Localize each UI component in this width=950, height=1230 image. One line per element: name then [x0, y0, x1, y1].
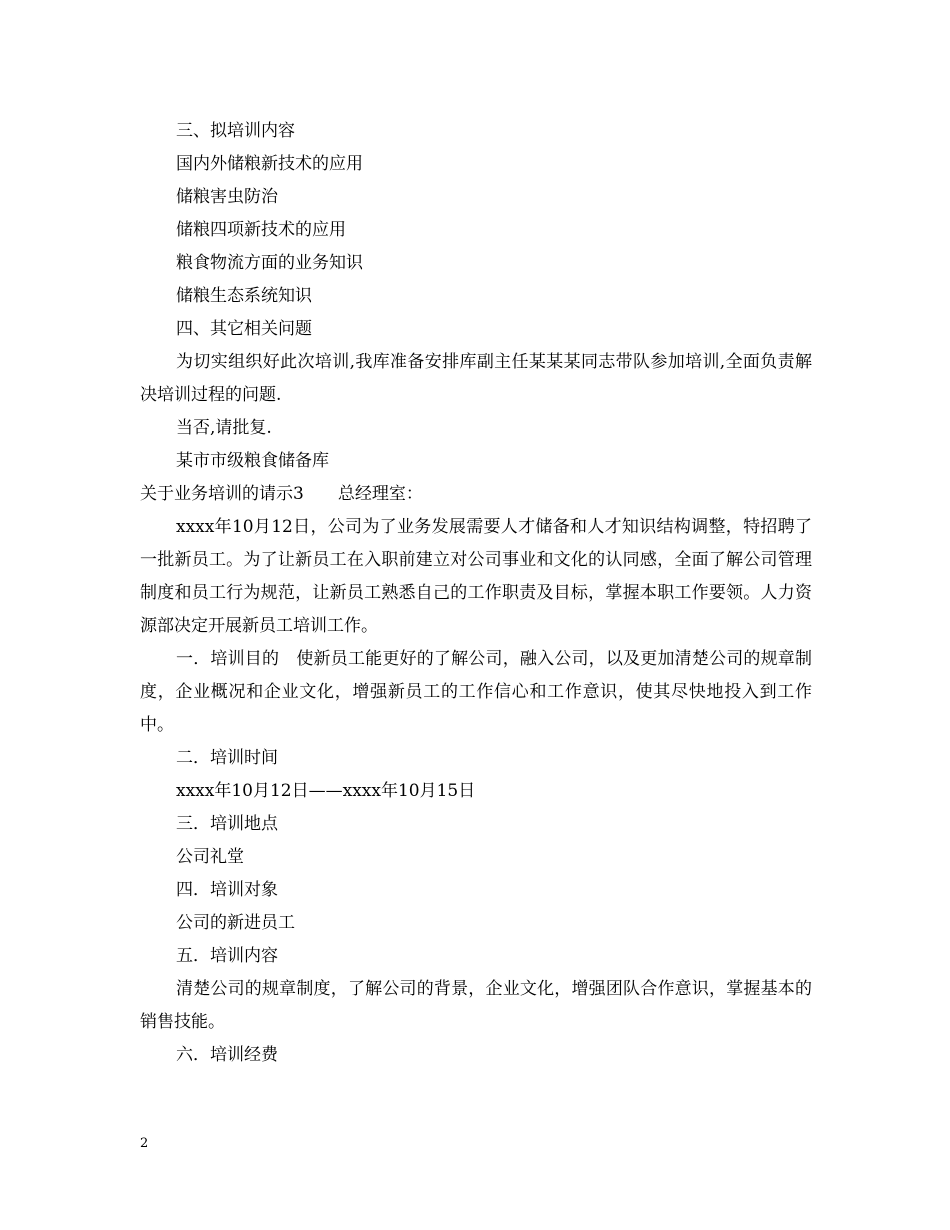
paragraph-item: 公司礼堂: [176, 847, 244, 867]
paragraph-heading: 六．培训经费: [176, 1045, 278, 1065]
paragraph-item: 粮食物流方面的业务知识: [176, 253, 363, 273]
paragraph-body: xxxx年10月12日，公司为了业务发展需要人才储备和人才知识结构调整，特招聘了一批新员工。为了让新员工在入职前建立对公司事业和文化的认同感，全面了解公司管理制度和员工行为规范，让新员工熟悉自己的工作职责及目标，掌握本职工作要领。人力资源部决定开展新员工培训工作。: [140, 517, 812, 636]
paragraph-heading: 二．培训时间: [176, 748, 278, 768]
paragraph-heading: 三．培训地点: [176, 814, 278, 834]
paragraph-item: xxxx年10月12日——xxxx年10月15日: [176, 781, 476, 801]
paragraph-signature: 某市市级粮食储备库: [176, 451, 329, 471]
paragraph-document-title: 关于业务培训的请示3 总经理室：: [140, 484, 423, 504]
paragraph-body: 一．培训目的 使新员工能更好的了解公司，融入公司，以及更加清楚公司的规章制度，企业概况和企业文化，增强新员工的工作信心和工作意识，使其尽快地投入到工作中。: [140, 649, 812, 735]
paragraph-item: 公司的新进员工: [176, 913, 295, 933]
paragraph-body: 为切实组织好此次培训,我库准备安排库副主任某某某同志带队参加培训,全面负责解决培训过程的问题.: [140, 352, 812, 405]
paragraph-heading: 四．培训对象: [176, 880, 278, 900]
document-body: [140, 115, 812, 1072]
page-number: 2: [140, 1136, 149, 1151]
paragraph-section-three-heading: 三、拟培训内容: [176, 121, 295, 141]
paragraph-body: 清楚公司的规章制度，了解公司的背景，企业文化，增强团队合作意识，掌握基本的销售技能。: [140, 979, 812, 1032]
paragraph-item: 储粮生态系统知识: [176, 286, 312, 306]
paragraph-heading: 五．培训内容: [176, 946, 278, 966]
paragraph-item: 储粮害虫防治: [176, 187, 278, 207]
paragraph-item: 国内外储粮新技术的应用: [176, 154, 363, 174]
paragraph-closing: 当否,请批复.: [176, 418, 272, 438]
paragraph-item: 储粮四项新技术的应用: [176, 220, 346, 240]
paragraph-section-four-heading: 四、其它相关问题: [176, 319, 312, 339]
